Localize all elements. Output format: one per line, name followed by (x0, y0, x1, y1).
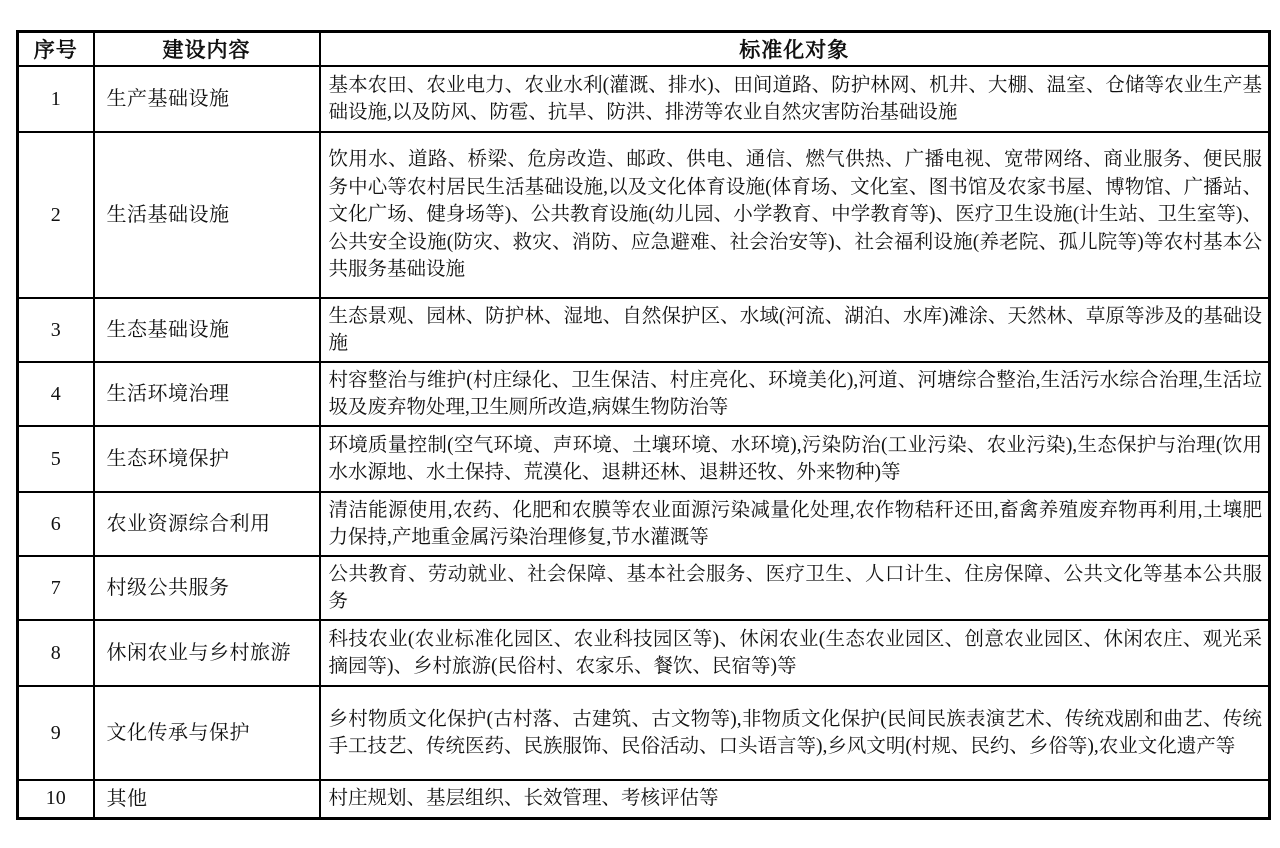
table-row (18, 620, 1270, 686)
header-row (18, 32, 1270, 67)
cell-no: 5 (18, 426, 94, 492)
cell-no: 6 (18, 492, 94, 556)
header-col-objects: 标准化对象 (320, 32, 1270, 67)
table-row (18, 780, 1270, 818)
cell-content: 生态基础设施 (94, 298, 320, 362)
cell-no: 3 (18, 298, 94, 362)
table-row (18, 686, 1270, 780)
cell-objects: 村容整治与维护(村庄绿化、卫生保洁、村庄亮化、环境美化),河道、河塘综合整治,生活污水综合治理,生活垃圾及废弃物处理,卫生厕所改造,病媒生物防治等 (320, 362, 1270, 426)
cell-content: 生活基础设施 (94, 132, 320, 298)
cell-objects: 基本农田、农业电力、农业水利(灌溉、排水)、田间道路、防护林网、机井、大棚、温室、仓储等农业生产基础设施,以及防风、防雹、抗旱、防洪、排涝等农业自然灾害防治基础设施 (320, 66, 1270, 132)
table-row (18, 132, 1270, 298)
table-row (18, 298, 1270, 362)
cell-objects: 乡村物质文化保护(古村落、古建筑、古文物等),非物质文化保护(民间民族表演艺术、传统戏剧和曲艺、传统手工技艺、传统医药、民族服饰、民俗活动、口头语言等),乡风文明(村规、民约、乡俗等),农业文化遗产等 (320, 686, 1270, 780)
cell-content: 文化传承与保护 (94, 686, 320, 780)
cell-no: 9 (18, 686, 94, 780)
cell-no: 1 (18, 66, 94, 132)
table-row (18, 556, 1270, 620)
cell-no: 8 (18, 620, 94, 686)
cell-content: 农业资源综合利用 (94, 492, 320, 556)
cell-objects: 公共教育、劳动就业、社会保障、基本社会服务、医疗卫生、人口计生、住房保障、公共文化等基本公共服务 (320, 556, 1270, 620)
table-row (18, 426, 1270, 492)
cell-objects: 村庄规划、基层组织、长效管理、考核评估等 (320, 780, 1270, 818)
cell-objects: 科技农业(农业标准化园区、农业科技园区等)、休闲农业(生态农业园区、创意农业园区、休闲农庄、观光采摘园等)、乡村旅游(民俗村、农家乐、餐饮、民宿等)等 (320, 620, 1270, 686)
cell-objects: 饮用水、道路、桥梁、危房改造、邮政、供电、通信、燃气供热、广播电视、宽带网络、商业服务、便民服务中心等农村居民生活基础设施,以及文化体育设施(体育场、文化室、图书馆及农家书屋、博物馆、广播站、文化广场、健身场等)、公共教育设施(幼儿园、小学教育、中学教育等)、医疗卫生设施(计生站、卫生室等)、公共安全设施(防灾、救灾、消防、应急避难、社会治安等)、社会福利设施(养老院、孤儿院等)等农村基本公共服务基础设施 (320, 132, 1270, 298)
standardization-table (16, 30, 1271, 820)
table-row (18, 492, 1270, 556)
table-row (18, 362, 1270, 426)
cell-objects: 清洁能源使用,农药、化肥和农膜等农业面源污染减量化处理,农作物秸秆还田,畜禽养殖废弃物再利用,土壤肥力保持,产地重金属污染治理修复,节水灌溉等 (320, 492, 1270, 556)
cell-content: 生产基础设施 (94, 66, 320, 132)
cell-no: 7 (18, 556, 94, 620)
cell-no: 4 (18, 362, 94, 426)
cell-content: 村级公共服务 (94, 556, 320, 620)
cell-no: 2 (18, 132, 94, 298)
header-col-content: 建设内容 (94, 32, 320, 67)
cell-objects: 生态景观、园林、防护林、湿地、自然保护区、水域(河流、湖泊、水库)滩涂、天然林、草原等涉及的基础设施 (320, 298, 1270, 362)
header-col-no: 序号 (18, 32, 94, 67)
table-row (18, 66, 1270, 132)
cell-no: 10 (18, 780, 94, 818)
cell-content: 生活环境治理 (94, 362, 320, 426)
cell-objects: 环境质量控制(空气环境、声环境、土壤环境、水环境),污染防治(工业污染、农业污染),生态保护与治理(饮用水水源地、水土保持、荒漠化、退耕还林、退耕还牧、外来物种)等 (320, 426, 1270, 492)
cell-content: 其他 (94, 780, 320, 818)
cell-content: 休闲农业与乡村旅游 (94, 620, 320, 686)
cell-content: 生态环境保护 (94, 426, 320, 492)
